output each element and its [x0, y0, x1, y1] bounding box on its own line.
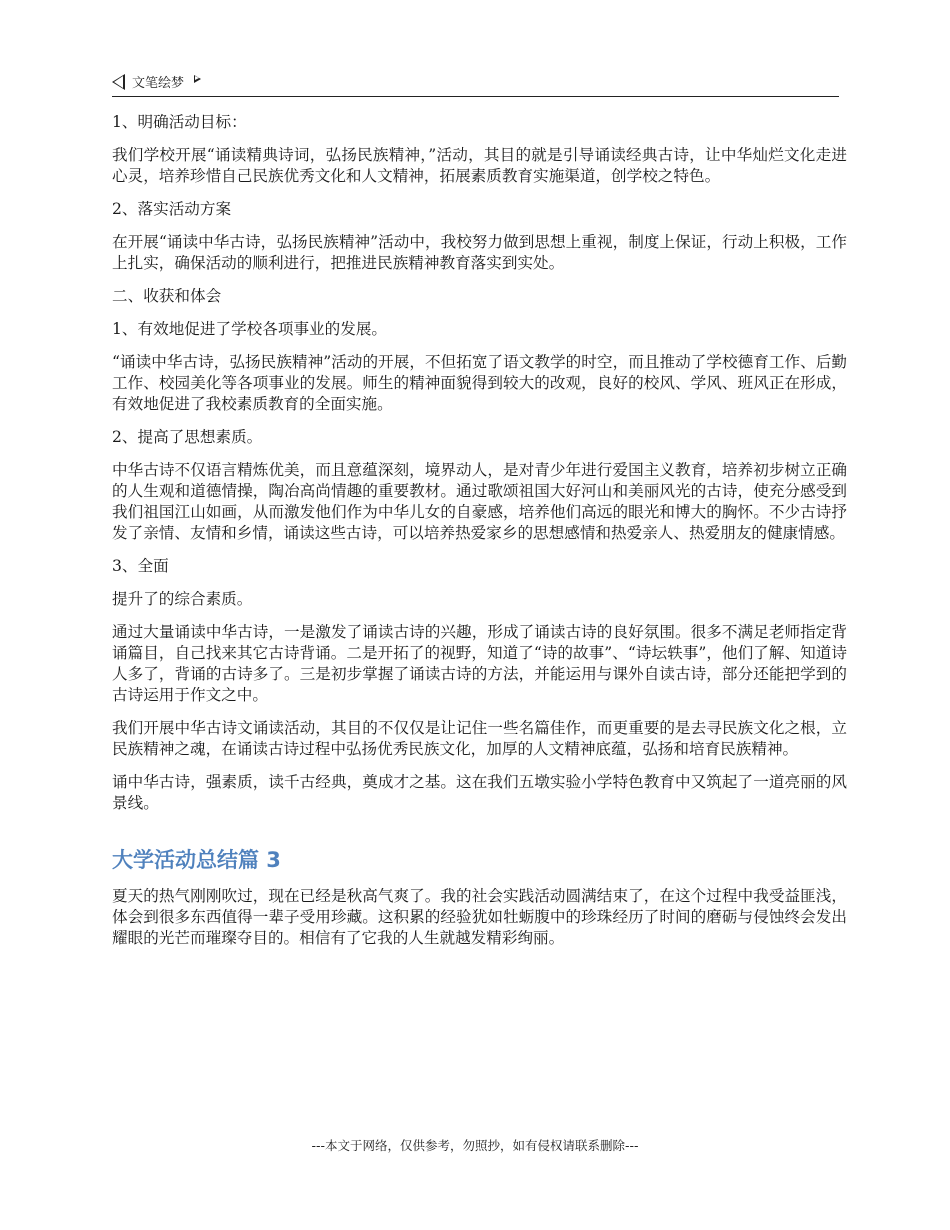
paragraph: 我们开展中华古诗文诵读活动，其目的不仅仅是让记住一些名篇佳作，而更重要的是去寻民族文化之根，立民族精神之魂，在诵读古诗过程中弘扬优秀民族文化，加厚的人文精神底蕴，弘扬和培育民族精神。	[112, 719, 847, 758]
header-brand	[112, 72, 201, 91]
triangle-right-icon	[194, 75, 201, 83]
paragraph: 在开展“诵读中华古诗，弘扬民族精神”活动中，我校努力做到思想上重视，制度上保证，行动上积极，工作上扎实，确保活动的顺利进行，把推进民族精神教育落实到实处。	[112, 233, 847, 272]
page-header	[112, 70, 839, 97]
paragraph: 1、有效地促进了学校各项事业的发展。	[112, 320, 388, 338]
document-body	[112, 112, 847, 961]
paragraph: 夏天的热气刚刚吹过，现在已经是秋高气爽了。我的社会实践活动圆满结束了，在这个过程中我受益匪浅，体会到很多东西值得一辈子受用珍藏。这积累的经验犹如牡蛎腹中的珍珠经历了时间的磨砺与侵蚀终会发出耀眼的光芒而璀璨夺目的。相信有了它我的人生就越发精彩绚丽。	[112, 887, 847, 947]
paragraph: 二、收获和体会	[112, 287, 222, 305]
paragraph: 2、提高了思想素质。	[112, 428, 263, 446]
triangle-left-icon	[112, 74, 125, 90]
paragraph: “诵读中华古诗，弘扬民族精神”活动的开展，不但拓宽了语文教学的时空，而且推动了学校德育工作、后勤工作、校园美化等各项事业的发展。师生的精神面貌得到较大的改观，良好的校风、学风、班风正在形成，有效地促进了我校素质教育的全面实施。	[112, 353, 847, 413]
header-title: 文笔绘梦	[132, 76, 185, 91]
paragraph: 1、明确活动目标：	[112, 113, 247, 131]
paragraph: 提升了的综合素质。	[112, 590, 253, 608]
section-heading: 大学活动总结篇 3	[112, 848, 281, 872]
paragraph: 3、全面	[112, 557, 169, 575]
paragraph: 中华古诗不仅语言精炼优美，而且意蕴深刻，境界动人，是对青少年进行爱国主义教育，培养初步树立正确的人生观和道德情操，陶冶高尚情趣的重要教材。通过歌颂祖国大好河山和美丽风光的古诗，使充分感受到我们祖国江山如画，从而激发他们作为中华儿女的自豪感，培养他们高远的眼光和博大的胸怀。不少古诗抒发了亲情、友情和乡情，诵读这些古诗，可以培养热爱家乡的思想感情和热爱亲人、热爱朋友的健康情感。	[112, 461, 847, 542]
paragraph: 我们学校开展“诵读精典诗词，弘扬民族精神，”活动，其目的就是引导诵读经典古诗，让中华灿烂文化走进心灵，培养珍惜自己民族优秀文化和人文精神，拓展素质教育实施渠道，创学校之特色。	[112, 146, 847, 185]
paragraph: 诵中华古诗，强素质，读千古经典，奠成才之基。这在我们五墩实验小学特色教育中又筑起了一道亮丽的风景线。	[112, 773, 847, 812]
paragraph: 通过大量诵读中华古诗，一是激发了诵读古诗的兴趣，形成了诵读古诗的良好氛围。很多不满足老师指定背诵篇目，自己找来其它古诗背诵。二是开拓了的视野，知道了“诗的故事”、“诗坛轶事”，他们了解、知道诗人多了，背诵的古诗多了。三是初步掌握了诵读古诗的方法，并能运用与课外自读古诗，部分还能把学到的古诗运用于作文之中。	[112, 623, 847, 704]
page-footer: ---本文于网络，仅供参考，勿照抄，如有侵权请联系删除---	[311, 1138, 639, 1153]
paragraph: 2、落实活动方案	[112, 200, 232, 218]
